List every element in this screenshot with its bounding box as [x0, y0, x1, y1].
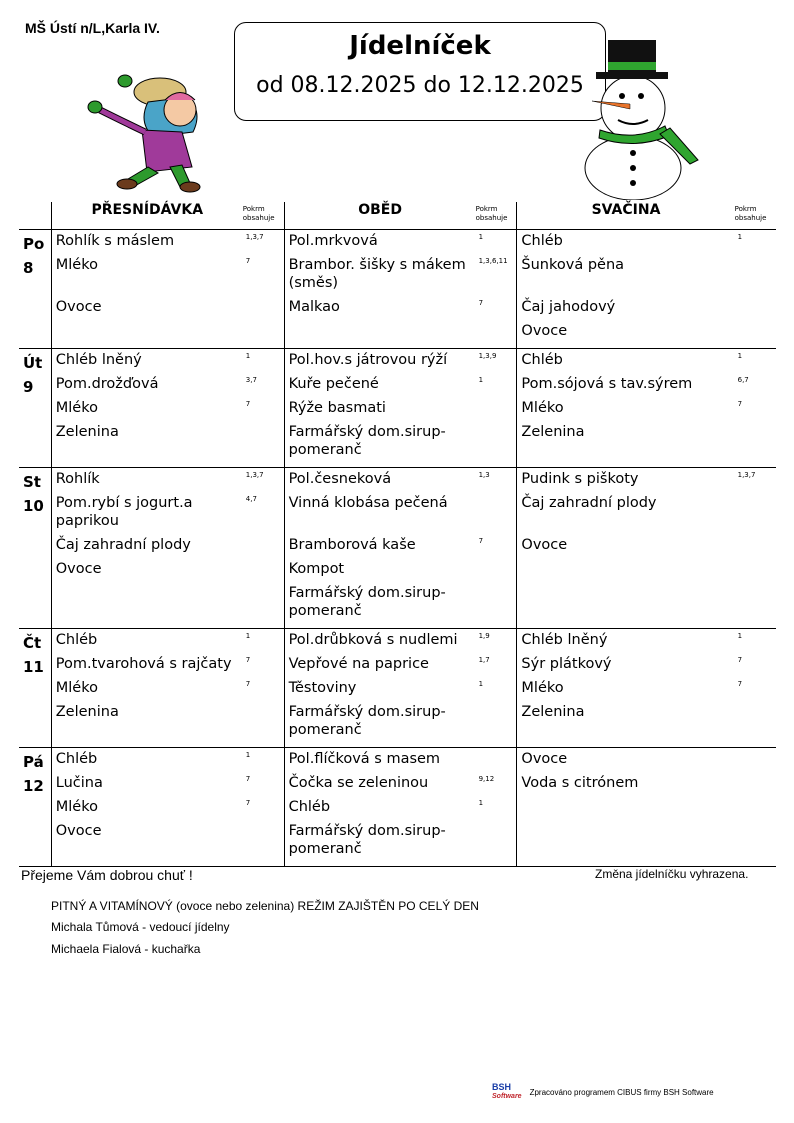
lunch-allergen-cell: [476, 748, 517, 867]
lunch-allergens: 9,12: [478, 775, 495, 783]
snack-header: SVAČINA: [517, 202, 735, 230]
breakfast-dish: Mléko: [55, 257, 98, 273]
day-row: [19, 230, 776, 349]
snack-dish: Voda s citrónem: [521, 775, 639, 791]
breakfast-allergens: 7: [245, 400, 251, 408]
lunch-dish: Čočka se zeleninou: [288, 775, 429, 791]
lunch-allergens: 1: [478, 680, 484, 688]
lunch-allergens: [479, 495, 517, 537]
breakfast-dish: Pom.rybí s jogurt.a paprikou: [55, 495, 193, 529]
lunch-allergens: 1: [478, 376, 484, 384]
snack-allergen-cell: [735, 629, 776, 748]
lunch-dish: Kompot: [288, 561, 345, 577]
day-label: [19, 748, 51, 867]
lunch-dish: Vepřové na paprice: [288, 656, 429, 672]
breakfast-allergens: [246, 704, 284, 746]
cook-name: Michaela Fialová - kuchařka: [51, 942, 201, 956]
lunch-allergen-cell: [476, 230, 517, 349]
snack-allergens: 1: [737, 233, 743, 241]
snack-allergens: 1,3,7: [737, 471, 756, 479]
lunch-cell: [284, 468, 476, 629]
snack-cell: [517, 748, 735, 867]
lunch-allergens: 7: [478, 299, 484, 307]
snack-dish: Mléko: [521, 400, 564, 416]
breakfast-allergens: [246, 585, 284, 627]
breakfast-allergen-cell: [243, 349, 284, 468]
snack-allergens: [738, 495, 776, 537]
day-label: [19, 629, 51, 748]
lunch-dish: Vinná klobása pečená: [288, 495, 448, 511]
breakfast-allergen-cell: [243, 468, 284, 629]
allergen-header-snack: Pokrm obsahuje: [735, 202, 776, 230]
day-label: [19, 349, 51, 468]
breakfast-dish: Chléb: [55, 632, 98, 648]
day-number: 11: [23, 658, 44, 676]
breakfast-allergens: 1,3,7: [245, 233, 264, 241]
breakfast-allergens: 4,7: [245, 495, 257, 503]
lunch-header: OBĚD: [284, 202, 476, 230]
lunch-dish: Farmářský dom.sirup-pomeranč: [288, 704, 446, 738]
lunch-allergens: 1: [478, 799, 484, 807]
day-number: 12: [23, 777, 44, 795]
breakfast-allergens: 1: [245, 352, 251, 360]
breakfast-allergens: 7: [245, 680, 251, 688]
day-name: St: [23, 473, 41, 491]
breakfast-cell: [51, 629, 243, 748]
running-child-illustration: [70, 70, 215, 195]
snack-allergens: [738, 704, 776, 746]
breakfast-cell: [51, 230, 243, 349]
lunch-allergens: [479, 823, 517, 865]
title-box: [234, 22, 606, 121]
breakfast-cell: [51, 468, 243, 629]
breakfast-allergens: [246, 537, 284, 561]
lunch-dish: [289, 322, 474, 346]
day-row: [19, 629, 776, 748]
snack-allergen-cell: [735, 349, 776, 468]
day-name: Út: [23, 354, 43, 372]
breakfast-allergens: 7: [245, 799, 251, 807]
day-name: Pá: [23, 753, 44, 771]
snack-allergen-cell: [735, 748, 776, 867]
snack-dish: Ovoce: [521, 751, 568, 767]
snack-allergens: 7: [737, 680, 743, 688]
breakfast-dish: Pom.drožďová: [55, 376, 159, 392]
day-number: 10: [23, 497, 44, 515]
snack-cell: [517, 468, 735, 629]
breakfast-allergens: [246, 299, 284, 323]
lunch-dish: Kuře pečené: [288, 376, 379, 392]
snack-dish: [521, 822, 732, 864]
lunch-allergens: [479, 751, 517, 775]
day-number: 8: [23, 259, 34, 277]
software-credit: Zpracováno programem CIBUS firmy BSH Software: [529, 1087, 714, 1097]
lunch-dish: Farmářský dom.sirup-pomeranč: [288, 424, 446, 458]
breakfast-dish: Mléko: [55, 680, 98, 696]
snowman-illustration: [578, 38, 703, 200]
menu-table: [19, 202, 776, 867]
breakfast-allergen-cell: [243, 230, 284, 349]
snack-allergens: [738, 775, 776, 799]
snack-dish: [521, 798, 732, 822]
breakfast-dish: Zelenina: [55, 424, 119, 440]
snack-dish: Chléb lněný: [521, 632, 608, 648]
breakfast-allergens: [246, 424, 284, 466]
breakfast-allergens: 7: [245, 257, 251, 265]
snack-dish: Ovoce: [521, 537, 568, 553]
snack-allergens: [738, 424, 776, 466]
breakfast-dish: Pom.tvarohová s rajčaty: [55, 656, 232, 672]
snack-dish: Ovoce: [521, 323, 568, 339]
snack-cell: [517, 230, 735, 349]
snack-allergens: [738, 323, 776, 347]
lunch-dish: Farmářský dom.sirup-pomeranč: [288, 585, 446, 619]
breakfast-dish: Chléb lněný: [55, 352, 142, 368]
snack-dish: Mléko: [521, 680, 564, 696]
snack-allergens: 7: [737, 656, 743, 664]
snack-allergens: 6,7: [737, 376, 749, 384]
manager-name: Michala Tůmová - vedoucí jídelny: [51, 920, 230, 934]
allergen-header-breakfast: Pokrm obsahuje: [243, 202, 284, 230]
breakfast-allergens: 1: [245, 751, 251, 759]
lunch-dish: Rýže basmati: [288, 400, 386, 416]
date-range: od 08.12.2025 do 12.12.2025: [256, 73, 584, 98]
day-name: Po: [23, 235, 45, 253]
bsh-logo: BSH Software: [492, 1082, 522, 1100]
lunch-allergens: [479, 424, 517, 466]
day-label: [19, 468, 51, 629]
lunch-allergens: 1,3: [478, 471, 490, 479]
breakfast-dish: Rohlík: [55, 471, 100, 487]
snack-dish: [521, 584, 732, 626]
change-note: Změna jídelníčku vyhrazena.: [595, 867, 749, 881]
snack-allergens: 1: [737, 352, 743, 360]
breakfast-header: PŘESNÍDÁVKA: [51, 202, 243, 230]
breakfast-cell: [51, 748, 243, 867]
snack-allergens: [738, 751, 776, 775]
snack-dish: Zelenina: [521, 704, 585, 720]
breakfast-allergen-cell: [243, 629, 284, 748]
snack-allergen-cell: [735, 230, 776, 349]
lunch-allergen-cell: [476, 468, 517, 629]
lunch-allergens: [479, 323, 517, 347]
allergen-header-lunch: Pokrm obsahuje: [476, 202, 517, 230]
snack-allergens: [738, 299, 776, 323]
lunch-allergens: [479, 704, 517, 746]
wish-text: Přejeme Vám dobrou chuť !: [21, 867, 193, 883]
lunch-allergens: [479, 585, 517, 627]
snack-dish: Pudink s piškoty: [521, 471, 639, 487]
snack-dish: Čaj jahodový: [521, 299, 616, 315]
lunch-allergens: 1: [478, 233, 484, 241]
day-row: [19, 748, 776, 867]
day-label: [19, 230, 51, 349]
snack-dish: Chléb: [521, 352, 563, 368]
breakfast-dish: Mléko: [55, 400, 98, 416]
day-row: [19, 349, 776, 468]
lunch-cell: [284, 748, 476, 867]
lunch-allergens: 1,3,9: [478, 352, 497, 360]
snack-dish: Čaj zahradní plody: [521, 495, 657, 511]
lunch-dish: Pol.mrkvová: [288, 233, 378, 249]
breakfast-dish: Rohlík s máslem: [55, 233, 175, 249]
lunch-allergens: [479, 561, 517, 585]
day-row: [19, 468, 776, 629]
lunch-allergens: 1,9: [478, 632, 490, 640]
lunch-allergens: [479, 400, 517, 424]
breakfast-dish: [56, 322, 241, 346]
breakfast-allergens: 7: [245, 656, 251, 664]
breakfast-dish: Lučina: [55, 775, 103, 791]
breakfast-allergens: [246, 823, 284, 865]
lunch-dish: Bramborová kaše: [288, 537, 416, 553]
lunch-allergens: 1,3,6,11: [478, 257, 508, 265]
breakfast-allergens: [246, 561, 284, 585]
lunch-allergen-cell: [476, 629, 517, 748]
day-name: Čt: [23, 634, 42, 652]
breakfast-dish: Zelenina: [55, 704, 119, 720]
breakfast-allergens: 1: [245, 632, 251, 640]
lunch-dish: Farmářský dom.sirup-pomeranč: [288, 823, 446, 857]
breakfast-dish: [56, 584, 241, 626]
lunch-cell: [284, 230, 476, 349]
snack-cell: [517, 629, 735, 748]
lunch-dish: Chléb: [288, 799, 331, 815]
snack-allergens: [738, 799, 776, 823]
snack-allergens: [738, 537, 776, 561]
snack-dish: Chléb: [521, 233, 563, 249]
menu-body: [19, 230, 776, 867]
breakfast-allergens: [246, 323, 284, 347]
snack-allergen-cell: [735, 468, 776, 629]
lunch-dish: Malkao: [288, 299, 340, 315]
snack-allergens: 7: [737, 400, 743, 408]
day-number: 9: [23, 378, 34, 396]
lunch-cell: [284, 629, 476, 748]
lunch-cell: [284, 349, 476, 468]
snack-allergens: 1: [737, 632, 743, 640]
lunch-dish: Pol.česneková: [288, 471, 392, 487]
lunch-dish: Pol.drůbková s nudlemi: [288, 632, 458, 648]
breakfast-allergens: 1,3,7: [245, 471, 264, 479]
lunch-dish: Těstoviny: [288, 680, 357, 696]
breakfast-dish: Mléko: [55, 799, 98, 815]
lunch-allergens: 1,7: [478, 656, 490, 664]
lunch-allergens: 7: [478, 537, 484, 545]
drinking-regime-note: PITNÝ A VITAMÍNOVÝ (ovoce nebo zelenina) REŽIM ZAJIŠTĚN PO CELÝ DEN: [51, 899, 479, 913]
snack-allergens: [738, 561, 776, 585]
breakfast-allergen-cell: [243, 748, 284, 867]
breakfast-allergens: 7: [245, 775, 251, 783]
breakfast-dish: Čaj zahradní plody: [55, 537, 191, 553]
day-column-header: [19, 202, 51, 230]
lunch-dish: Pol.hov.s játrovou rýží: [288, 352, 448, 368]
snack-dish: Šunková pěna: [521, 257, 625, 273]
snack-cell: [517, 349, 735, 468]
lunch-dish: Brambor. šišky s mákem (směs): [288, 257, 466, 291]
breakfast-dish: Ovoce: [55, 299, 102, 315]
lunch-allergen-cell: [476, 349, 517, 468]
snack-dish: Zelenina: [521, 424, 585, 440]
school-name: MŠ Ústí n/L,Karla IV.: [25, 20, 160, 36]
snack-dish: Sýr plátkový: [521, 656, 612, 672]
breakfast-dish: Ovoce: [55, 823, 102, 839]
snack-dish: Pom.sójová s tav.sýrem: [521, 376, 693, 392]
breakfast-dish: Chléb: [55, 751, 98, 767]
lunch-dish: Pol.flíčková s masem: [288, 751, 441, 767]
breakfast-dish: Ovoce: [55, 561, 102, 577]
breakfast-allergens: 3,7: [245, 376, 257, 384]
snack-allergens: [738, 585, 776, 627]
snack-allergens: [738, 257, 776, 299]
software-footer: [492, 1083, 714, 1101]
snack-allergens: [738, 823, 776, 865]
page-title: Jídelníček: [349, 31, 491, 61]
breakfast-cell: [51, 349, 243, 468]
snack-dish: [521, 560, 732, 584]
